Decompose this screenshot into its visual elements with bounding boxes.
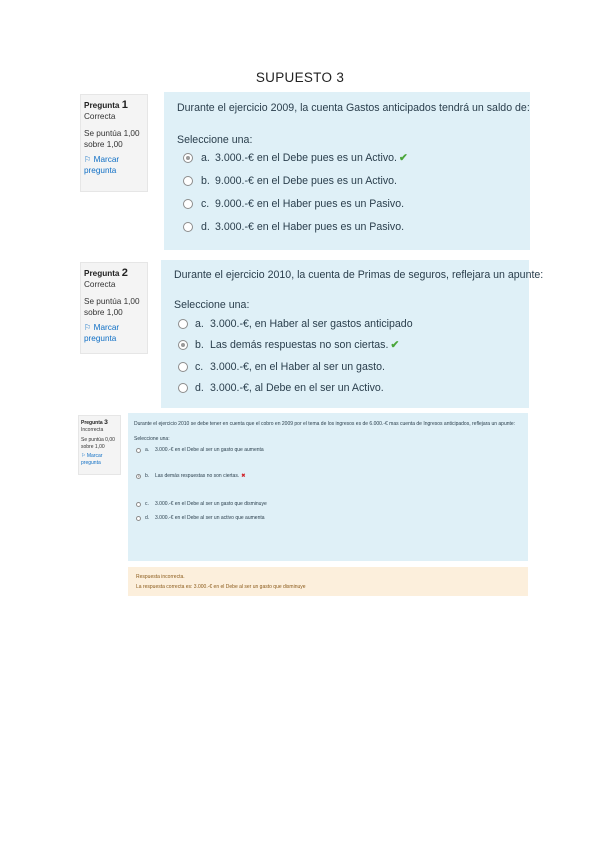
question-score	[84, 296, 144, 318]
answer-option-d[interactable]	[174, 378, 529, 400]
option-letter: d.	[201, 220, 210, 233]
answer-option-d[interactable]	[177, 215, 530, 238]
radio-button[interactable]	[136, 502, 141, 507]
question-status: Incorrecta	[81, 427, 104, 433]
question-status: Correcta	[84, 280, 116, 289]
score-line-2: sobre 1,00	[81, 444, 105, 450]
option-text: 9.000.-€ en el Haber pues es un Pasivo.	[215, 197, 405, 210]
select-prompt: Seleccione una:	[134, 436, 170, 442]
option-text: Las demás respuestas no son ciertas.	[210, 339, 389, 352]
option-text: 3.000.-€ en el Debe al ser un gasto que disminuye	[155, 500, 267, 507]
document-title: SUPUESTO 3	[255, 70, 345, 85]
flag-question-link[interactable]	[81, 453, 118, 467]
question-text: Durante el ejercicio 2009, la cuenta Gastos anticipados tendrá un saldo de:	[177, 102, 530, 114]
question-number-value: 3	[104, 419, 108, 426]
answer-option-c[interactable]	[174, 356, 529, 378]
option-text: 9.000.-€ en el Debe pues es un Activo.	[215, 174, 397, 187]
answer-option-d[interactable]	[134, 511, 528, 525]
radio-button[interactable]	[178, 362, 188, 372]
radio-button[interactable]	[183, 222, 193, 232]
flag-line-2: pregunta	[84, 334, 117, 343]
option-text: Las demás respuestas no son ciertas.	[155, 472, 240, 479]
option-letter: a.	[201, 151, 210, 164]
answer-option-b[interactable]	[174, 335, 529, 357]
answer-option-c[interactable]	[134, 497, 528, 511]
question-status: Correcta	[84, 112, 116, 121]
question-score	[81, 437, 118, 451]
flag-line-1: Marcar	[93, 323, 120, 332]
correct-check-icon: ✔	[398, 151, 408, 164]
answer-option-a[interactable]	[174, 313, 529, 335]
question-info-2	[80, 262, 148, 354]
answer-options	[174, 313, 529, 399]
flag-icon: ⚐	[81, 453, 86, 459]
radio-button[interactable]	[183, 153, 193, 163]
question-info-1	[80, 94, 148, 192]
option-text: 3.000.-€ en el Debe al ser un activo que aumenta	[155, 514, 265, 521]
option-letter: a.	[145, 446, 150, 453]
answer-option-c[interactable]	[177, 192, 530, 215]
option-letter: a.	[195, 317, 204, 330]
flag-icon: ⚐	[84, 323, 92, 332]
incorrect-cross-icon: ✖	[241, 472, 246, 479]
score-line-2: sobre 1,00	[84, 140, 123, 149]
radio-button[interactable]	[178, 340, 188, 350]
flag-line-2: pregunta	[81, 460, 101, 466]
answer-options	[134, 443, 528, 525]
flag-icon: ⚐	[84, 155, 92, 164]
feedback-correct-answer: La respuesta correcta es: 3.000.-€ en el Debe al ser un gasto que disminuye	[136, 584, 306, 590]
question-number	[84, 100, 144, 111]
option-text: 3.000.-€ en el Debe pues es un Activo.	[215, 151, 397, 164]
score-line-1: Se puntúa 1,00	[84, 129, 140, 138]
question-number	[84, 268, 144, 279]
question-info-3	[78, 415, 121, 475]
option-text: 3.000.-€ en el Debe al ser un gasto que aumenta	[155, 446, 264, 453]
radio-button[interactable]	[178, 319, 188, 329]
radio-button[interactable]	[136, 474, 141, 479]
question-label: Pregunta	[84, 269, 120, 278]
score-line-1: Se puntúa 0,00	[81, 437, 115, 443]
option-letter: d.	[145, 514, 150, 521]
answer-option-a[interactable]	[177, 146, 530, 169]
radio-button[interactable]	[183, 199, 193, 209]
question-text: Durante el ejercicio 2010 se debe tener en cuenta que el cobro en 2009 por el tema de los ingresos es de 6.000.-€ mas cuenta de Ingresos anticipados, reflejara un apunte:	[134, 421, 516, 427]
radio-button[interactable]	[136, 516, 141, 521]
question-number-value: 2	[121, 267, 128, 279]
score-line-1: Se puntúa 1,00	[84, 297, 140, 306]
option-letter: b.	[195, 339, 204, 352]
option-text: 3.000.-€, al Debe en el ser un Activo.	[210, 382, 384, 395]
feedback-result: Respuesta incorrecta.	[136, 574, 185, 580]
question-score	[84, 128, 144, 150]
option-text: 3.000.-€ en el Haber pues es un Pasivo.	[215, 220, 405, 233]
question-label: Pregunta	[81, 420, 103, 426]
question-panel-1	[164, 92, 530, 250]
feedback-box	[128, 567, 528, 596]
radio-button[interactable]	[178, 383, 188, 393]
radio-button[interactable]	[183, 176, 193, 186]
flag-line-1: Marcar	[86, 453, 103, 459]
option-letter: b.	[201, 174, 210, 187]
question-panel-2	[161, 260, 544, 408]
select-prompt: Seleccione una:	[174, 299, 250, 311]
question-text: Durante el ejercicio 2010, la cuenta de Primas de seguros, reflejara un apunte:	[174, 269, 544, 281]
answer-option-b[interactable]	[134, 469, 528, 483]
option-letter: c.	[201, 197, 210, 210]
question-number-value: 1	[121, 99, 128, 111]
option-text: 3.000.-€, en el Haber al ser un gasto.	[210, 360, 385, 373]
option-letter: d.	[195, 382, 204, 395]
question-panel-3	[128, 413, 528, 561]
flag-question-link[interactable]	[84, 322, 144, 344]
option-letter: c.	[145, 500, 149, 507]
flag-line-1: Marcar	[93, 155, 120, 164]
answer-option-b[interactable]	[177, 169, 530, 192]
flag-line-2: pregunta	[84, 166, 117, 175]
correct-check-icon: ✔	[390, 339, 400, 352]
answer-option-a[interactable]	[134, 443, 528, 457]
answer-options	[177, 146, 530, 238]
question-number	[81, 419, 118, 427]
flag-question-link[interactable]	[84, 154, 144, 176]
radio-button[interactable]	[136, 448, 141, 453]
option-letter: b.	[145, 472, 150, 479]
option-text: 3.000.-€, en Haber al ser gastos anticipado	[210, 317, 413, 330]
option-letter: c.	[195, 360, 204, 373]
select-prompt: Seleccione una:	[177, 134, 253, 146]
question-label: Pregunta	[84, 101, 120, 110]
score-line-2: sobre 1,00	[84, 308, 123, 317]
